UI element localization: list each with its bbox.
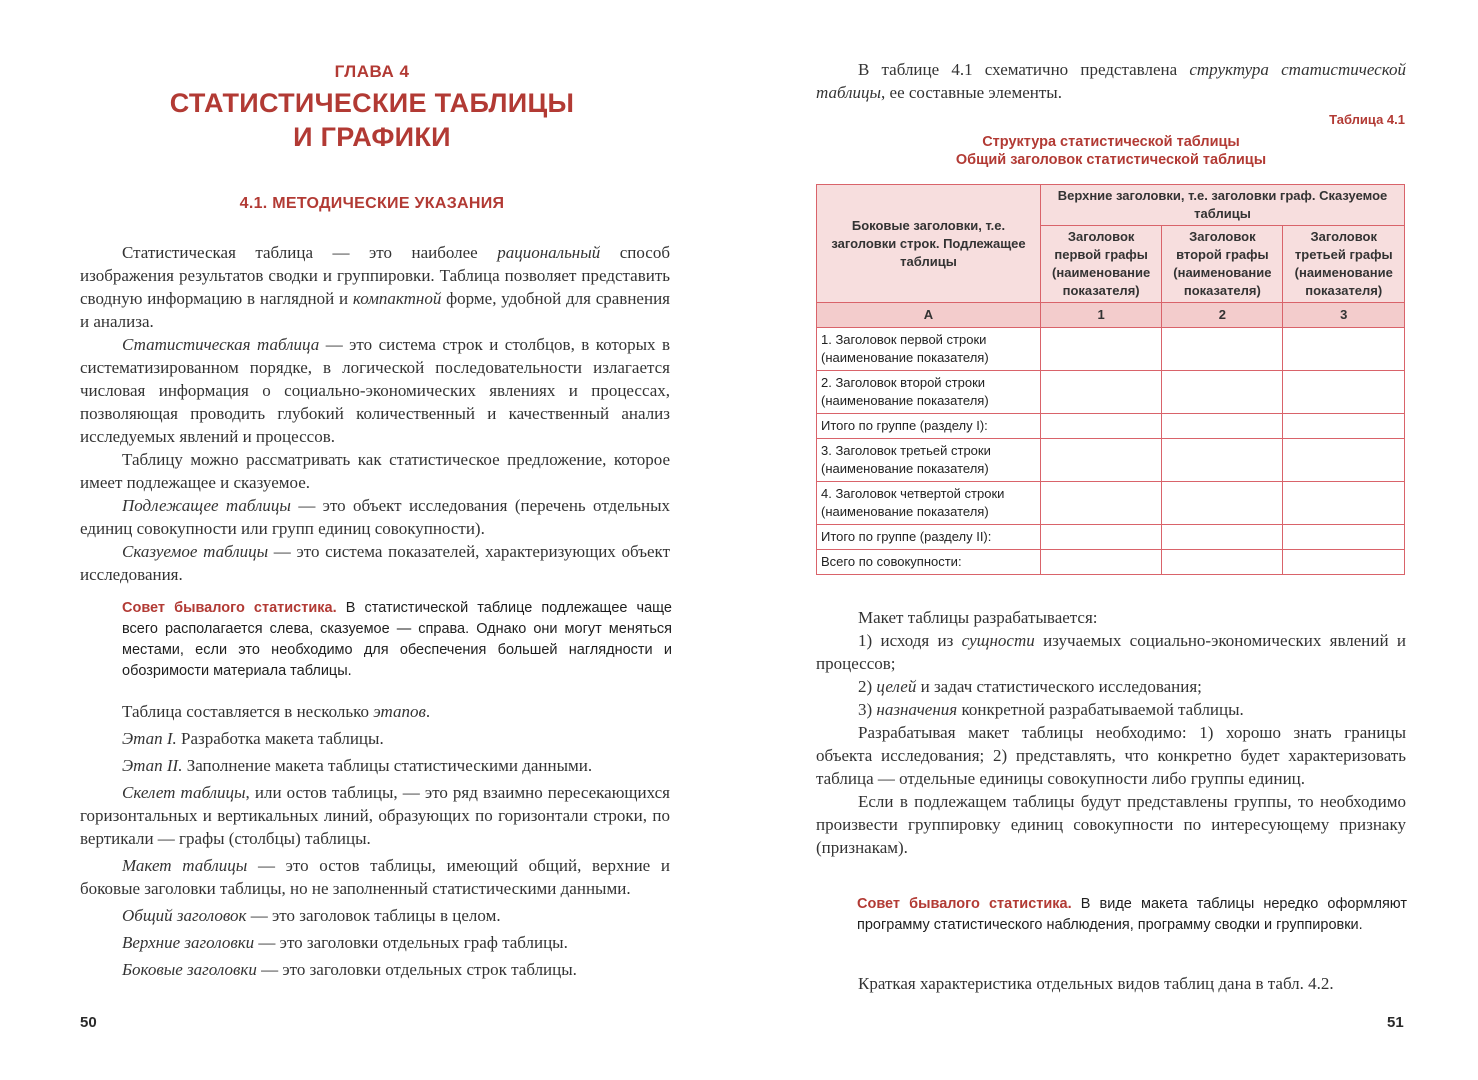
table-cell bbox=[1162, 525, 1283, 550]
table-cell bbox=[1162, 414, 1283, 439]
table-row bbox=[817, 328, 1405, 371]
table-cell bbox=[1283, 328, 1405, 371]
table-cell bbox=[1283, 525, 1405, 550]
list-item: 1) исходя из сущности изучаемых социально-экономических явлений и процессов; bbox=[816, 631, 1406, 673]
top-header: Верхние заголовки, т.е. заголовки граф. Сказуемое таблицы bbox=[1041, 185, 1405, 226]
list-item: 2) целей и задач статистического исследования; bbox=[858, 677, 1202, 696]
column-header: Заголовок третьей графы (наименование показателя) bbox=[1283, 226, 1405, 303]
chapter-title bbox=[80, 86, 664, 154]
table-cell bbox=[1162, 482, 1283, 525]
left-body-block-2 bbox=[80, 700, 670, 981]
paragraph: Макет таблицы разрабатывается: bbox=[858, 608, 1098, 627]
chapter-title-line1: СТАТИСТИЧЕСКИЕ ТАБЛИЦЫ bbox=[169, 88, 575, 118]
paragraph: Скелет таблицы, или остов таблицы, — это ряд взаимно пересекающихся горизонтальных и вертикальных линий, образующих по горизонтали строки, по вертикали — графы (столбцы) таблицы. bbox=[80, 783, 670, 848]
table-cell bbox=[1162, 371, 1283, 414]
table-cell bbox=[1041, 550, 1162, 575]
row-label: 2. Заголовок второй строки (наименование показателя) bbox=[817, 371, 1041, 414]
table-cell bbox=[1283, 371, 1405, 414]
table-cell bbox=[1162, 328, 1283, 371]
right-page bbox=[739, 0, 1478, 1080]
row-label: Всего по совокупности: bbox=[817, 550, 1041, 575]
paragraph: Макет таблицы — это остов таблицы, имеющий общий, верхние и боковые заголовки таблицы, но не заполненный статистическими данными. bbox=[80, 856, 670, 898]
paragraph: Этап II. Заполнение макета таблицы статистическими данными. bbox=[122, 756, 593, 775]
tip-box-left bbox=[122, 598, 672, 682]
page-number-right: 51 bbox=[1387, 1014, 1404, 1031]
table-row bbox=[817, 550, 1405, 575]
index-cell: 3 bbox=[1283, 303, 1405, 328]
table-caption bbox=[816, 133, 1406, 169]
tip-box-right bbox=[857, 894, 1407, 936]
tip-lead: Совет бывалого статистика. bbox=[857, 896, 1072, 912]
table-header-row bbox=[817, 185, 1405, 226]
paragraph: Общий заголовок — это заголовок таблицы в целом. bbox=[122, 906, 501, 925]
table-caption-line2: Общий заголовок статистической таблицы bbox=[955, 152, 1267, 168]
paragraph: Сказуемое таблицы — это система показателей, характеризующих объект исследования. bbox=[80, 542, 670, 584]
table-row bbox=[817, 525, 1405, 550]
table-row bbox=[817, 439, 1405, 482]
table-cell bbox=[1041, 414, 1162, 439]
table-number: Таблица 4.1 bbox=[1329, 112, 1405, 127]
paragraph: Краткая характеристика отдельных видов таблиц дана в табл. 4.2. bbox=[858, 974, 1334, 993]
table-cell bbox=[1041, 371, 1162, 414]
tip-text: В статистической таблице подлежащее чаще всего располагается слева, сказуемое — справа. Однако они могут меняться местами, если это необходимо для обеспечения большей наглядности и обозримости материала таблицы. bbox=[122, 600, 672, 679]
paragraph: Разрабатывая макет таблицы необходимо: 1) хорошо знать границы объекта исследования; 2) представлять, что конкретно будет характеризовать таблица — отдельные единицы совокупности либо группы единиц. bbox=[816, 723, 1406, 788]
table-cell bbox=[1283, 482, 1405, 525]
paragraph: Таблицу можно рассматривать как статистическое предложение, которое имеет подлежащее и сказуемое. bbox=[80, 450, 670, 492]
right-body bbox=[816, 606, 1406, 859]
table-cell bbox=[1283, 414, 1405, 439]
paragraph: Подлежащее таблицы — это объект исследования (перечень отдельных единиц совокупности или групп единиц совокупности). bbox=[80, 496, 670, 538]
table-cell bbox=[1162, 439, 1283, 482]
chapter-title-line2: И ГРАФИКИ bbox=[293, 122, 451, 152]
row-label: Итого по группе (разделу II): bbox=[817, 525, 1041, 550]
index-cell: А bbox=[817, 303, 1041, 328]
paragraph: Боковые заголовки — это заголовки отдельных строк таблицы. bbox=[122, 960, 577, 979]
index-cell: 1 bbox=[1041, 303, 1162, 328]
list-item: 3) назначения конкретной разрабатываемой таблицы. bbox=[858, 700, 1244, 719]
index-row bbox=[817, 303, 1405, 328]
table-row bbox=[817, 482, 1405, 525]
structure-table bbox=[816, 184, 1405, 575]
table-row bbox=[817, 371, 1405, 414]
table-cell bbox=[1041, 482, 1162, 525]
paragraph: Статистическая таблица — это система строк и столбцов, в которых в систематизированном порядке, в логической последовательности излагается числовая информация о социально-экономических явлениях и процессах, позволяющая проводить глубокий количественный и качественный анализ исследуемых явлений и процессов. bbox=[80, 335, 670, 446]
paragraph: Верхние заголовки — это заголовки отдельных граф таблицы. bbox=[122, 933, 568, 952]
page-number-left: 50 bbox=[80, 1014, 97, 1031]
paragraph: Таблица составляется в несколько этапов. bbox=[122, 702, 431, 721]
row-label: 1. Заголовок первой строки (наименование показателя) bbox=[817, 328, 1041, 371]
table-row bbox=[817, 414, 1405, 439]
left-body-block-1 bbox=[80, 241, 670, 586]
table-caption-line1: Структура статистической таблицы bbox=[982, 134, 1240, 150]
table-cell bbox=[1283, 439, 1405, 482]
section-title: 4.1. МЕТОДИЧЕСКИЕ УКАЗАНИЯ bbox=[239, 195, 505, 212]
table-cell bbox=[1041, 328, 1162, 371]
right-final bbox=[816, 972, 1406, 995]
column-header: Заголовок первой графы (наименование показателя) bbox=[1041, 226, 1162, 303]
row-label: 4. Заголовок четвертой строки (наименование показателя) bbox=[817, 482, 1041, 525]
table-cell bbox=[1041, 525, 1162, 550]
paragraph: Этап I. Разработка макета таблицы. bbox=[122, 729, 384, 748]
paragraph: Статистическая таблица — это наиболее рациональный способ изображения результатов сводки и группировки. Таблица позволяет представить сводную информацию в наглядной и компактной форме, удобной для сравнения и анализа. bbox=[80, 243, 671, 331]
table-cell bbox=[1041, 439, 1162, 482]
stub-header: Боковые заголовки, т.е. заголовки строк. Подлежащее таблицы bbox=[817, 185, 1041, 303]
row-label: 3. Заголовок третьей строки (наименование показателя) bbox=[817, 439, 1041, 482]
column-header: Заголовок второй графы (наименование показателя) bbox=[1162, 226, 1283, 303]
table-cell bbox=[1162, 550, 1283, 575]
paragraph: Если в подлежащем таблицы будут представлены группы, то необходимо произвести группировку единиц совокупности по интересующему признаку (признакам). bbox=[816, 792, 1406, 857]
index-cell: 2 bbox=[1162, 303, 1283, 328]
tip-lead: Совет бывалого статистика. bbox=[122, 600, 337, 616]
tip-text: В виде макета таблицы нередко оформляют программу статистического наблюдения, программу сводки и группировки. bbox=[857, 896, 1407, 933]
chapter-label: ГЛАВА 4 bbox=[334, 62, 410, 81]
right-intro bbox=[816, 58, 1406, 104]
row-label: Итого по группе (разделу I): bbox=[817, 414, 1041, 439]
paragraph: В таблице 4.1 схематично представлена структура статистической таблицы, ее составные элементы. bbox=[816, 60, 1406, 102]
table-cell bbox=[1283, 550, 1405, 575]
